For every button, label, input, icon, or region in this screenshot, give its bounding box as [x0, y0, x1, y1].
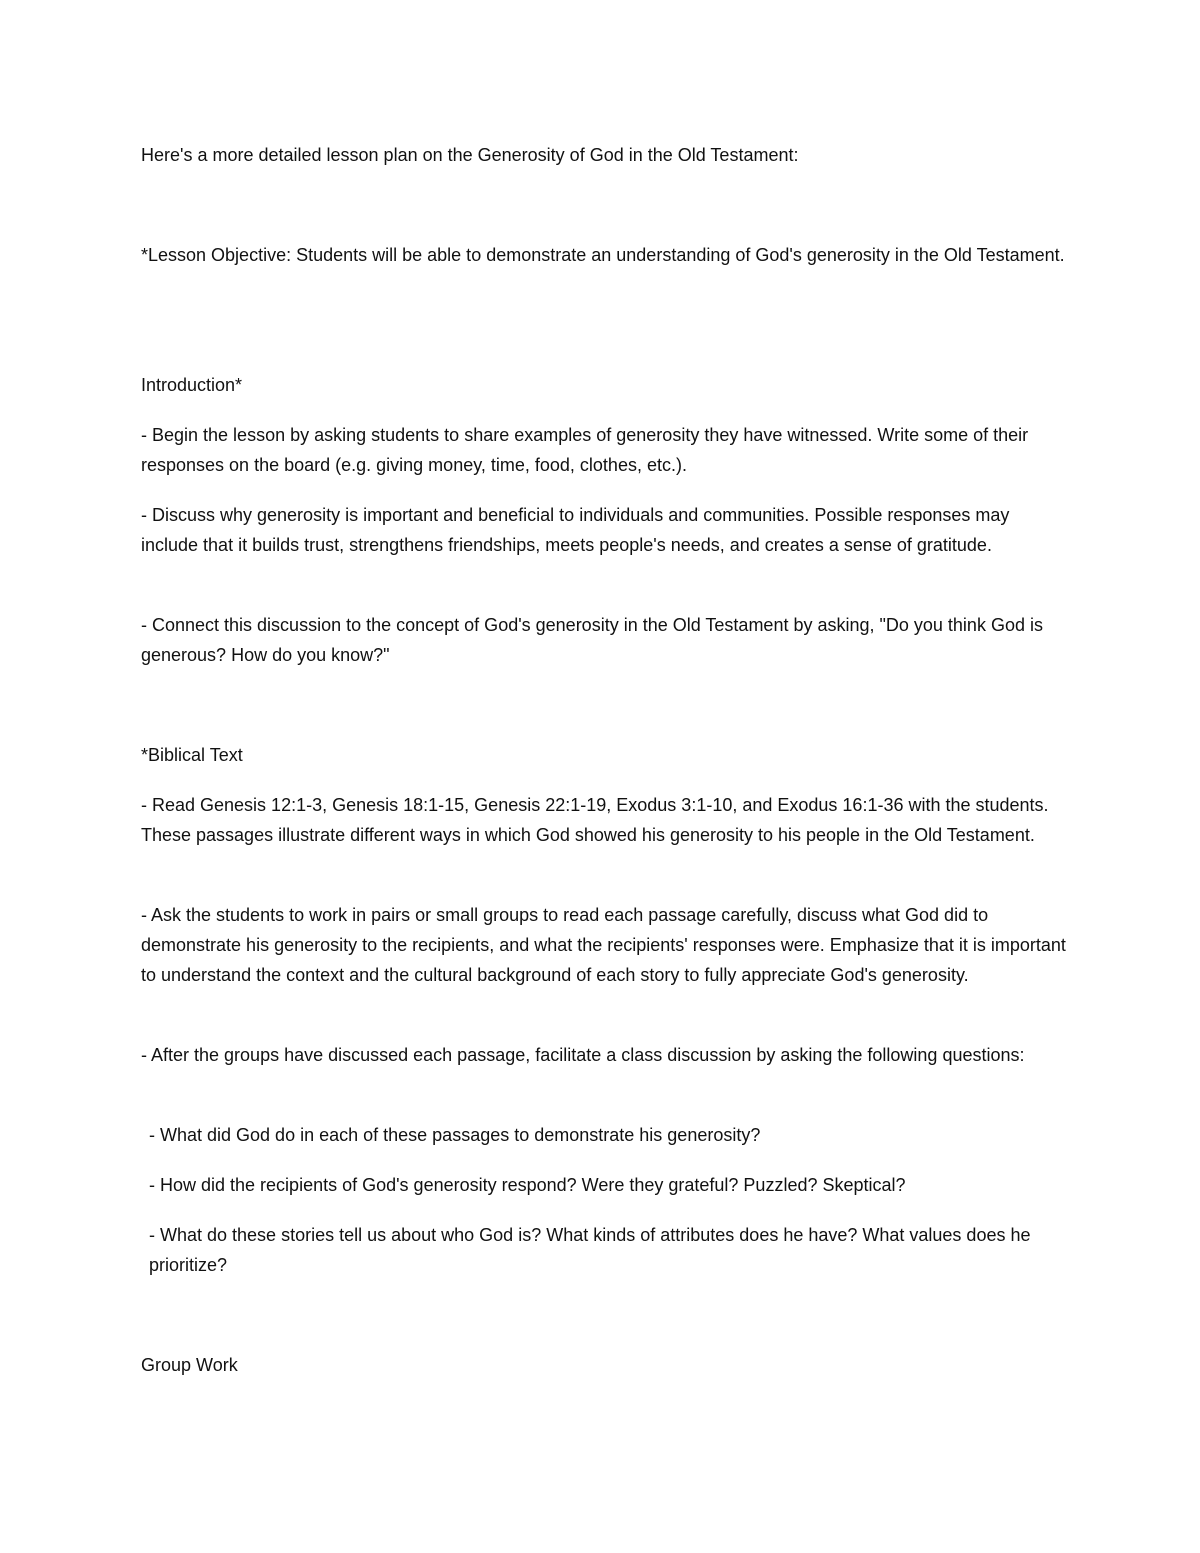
biblical-text-heading: *Biblical Text [141, 745, 243, 765]
introduction-heading: Introduction* [141, 375, 243, 395]
group-work-heading: Group Work [141, 1355, 238, 1375]
question-1: - What did God do in each of these passages to demonstrate his generosity? [149, 1125, 761, 1145]
question-3: - What do these stories tell us about who God is? What kinds of attributes does he have? What values does he prioritize? [149, 1225, 1031, 1275]
question-2: - How did the recipients of God's generosity respond? Were they grateful? Puzzled? Skeptical? [149, 1175, 906, 1195]
biblical-text-item-2: - Ask the students to work in pairs or small groups to read each passage carefully, discuss what God did to demonstrate his generosity to the recipients, and what the recipients' responses were. Emphasize that it is important to understand the context and the cultural background of each story to fully appreciate God's generosity. [141, 905, 1066, 985]
biblical-text-item-3: - After the groups have discussed each passage, facilitate a class discussion by asking the following questions: [141, 1045, 1025, 1065]
intro-line: Here's a more detailed lesson plan on the Generosity of God in the Old Testament: [141, 145, 799, 165]
introduction-item-3: - Connect this discussion to the concept of God's generosity in the Old Testament by asking, "Do you think God is generous? How do you know?" [141, 615, 1043, 665]
introduction-item-2: - Discuss why generosity is important and beneficial to individuals and communities. Possible responses may include that it builds trust, strengthens friendships, meets people's needs, and creates a sense of gratitude. [141, 505, 1010, 555]
lesson-objective: *Lesson Objective: Students will be able to demonstrate an understanding of God's generosity in the Old Testament. [141, 245, 1065, 265]
biblical-text-item-1: - Read Genesis 12:1-3, Genesis 18:1-15, Genesis 22:1-19, Exodus 3:1-10, and Exodus 16:1-36 with the students. These passages illustrate different ways in which God showed his generosity to his people in the Old Testament. [141, 795, 1049, 845]
introduction-item-1: - Begin the lesson by asking students to share examples of generosity they have witnessed. Write some of their responses on the board (e.g. giving money, time, food, clothes, etc.). [141, 425, 1029, 475]
